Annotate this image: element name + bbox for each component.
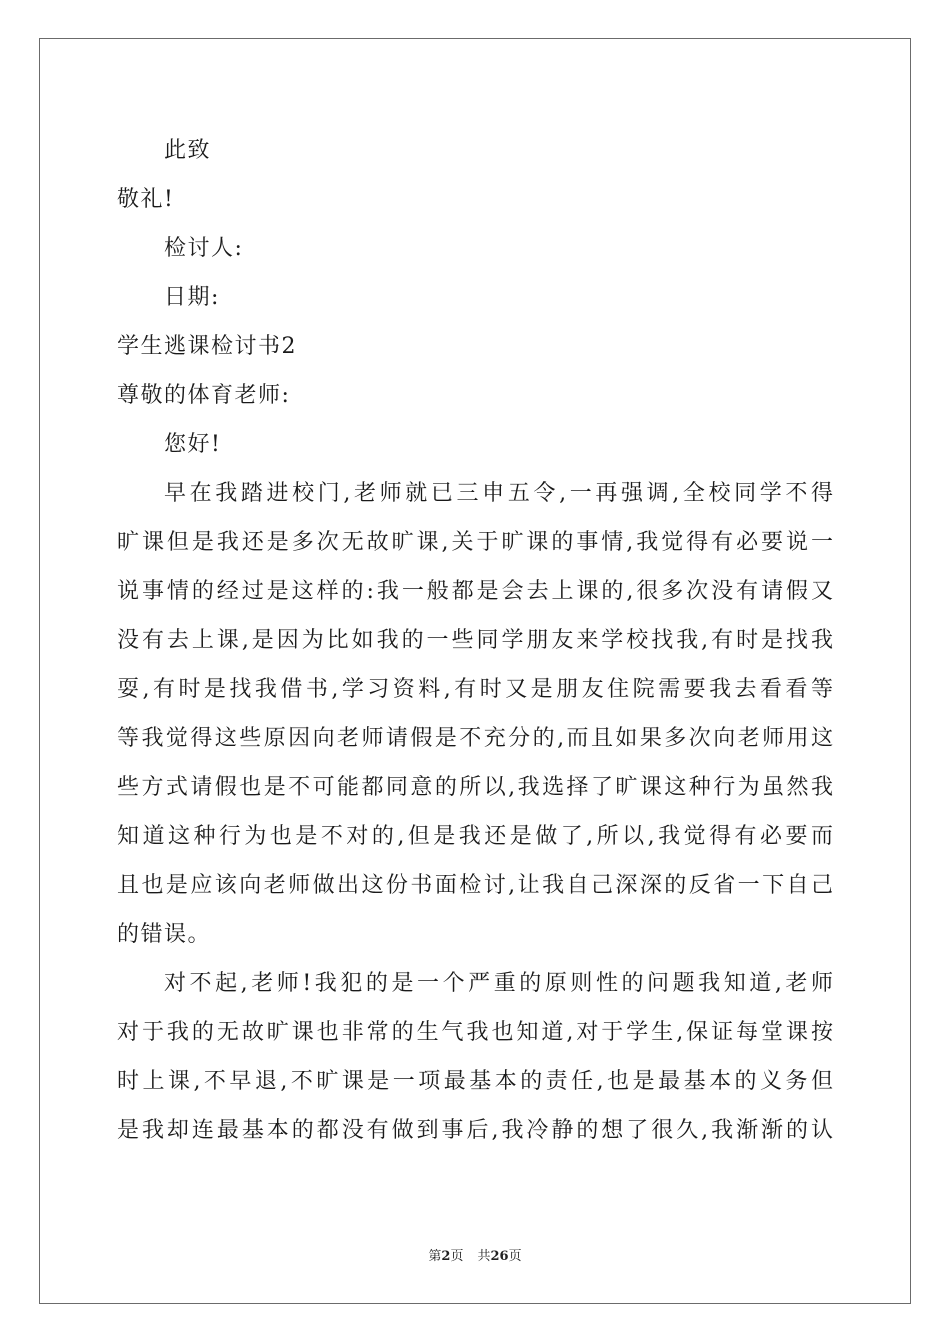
section-title: 学生逃课检讨书2: [117, 334, 297, 359]
total-suffix: 页: [508, 1249, 522, 1264]
paragraph-line: 对不起,老师!我犯的是一个严重的原则性的问题我知道,老师: [164, 971, 833, 996]
greeting-line: 您好!: [164, 432, 222, 457]
paragraph-line: 是我却连最基本的都没有做到事后,我冷静的想了很久,我渐渐的认: [117, 1118, 833, 1143]
paragraph-line: 时上课,不早退,不旷课是一项最基本的责任,也是最基本的义务但: [117, 1069, 833, 1094]
page-suffix: 页: [450, 1249, 464, 1264]
paragraph-line: 等我觉得这些原因向老师请假是不充分的,而且如果多次向老师用这: [117, 726, 833, 751]
paragraph-1: [117, 469, 833, 959]
paragraph-line: 且也是应该向老师做出这份书面检讨,让我自己深深的反省一下自己: [117, 873, 833, 898]
reviewer-label: 检讨人:: [164, 236, 244, 261]
closing-respect: 敬礼!: [117, 187, 175, 212]
paragraph-line: 知道这种行为也是不对的,但是我还是做了,所以,我觉得有必要而: [117, 824, 833, 849]
date-label: 日期:: [164, 285, 220, 310]
page-number: 2: [441, 1249, 451, 1264]
paragraph-line: 没有去上课,是因为比如我的一些同学朋友来学校找我,有时是找我: [117, 628, 833, 653]
paragraph-line: 对于我的无故旷课也非常的生气我也知道,对于学生,保证每堂课按: [117, 1020, 833, 1045]
closing-salutation: 此致: [164, 138, 212, 163]
paragraph-line: 说事情的经过是这样的:我一般都是会去上课的,很多次没有请假又: [117, 579, 833, 604]
paragraph-line: 早在我踏进校门,老师就已三申五令,一再强调,全校同学不得: [164, 481, 833, 506]
paragraph-line: 的错误。: [117, 922, 212, 947]
total-prefix: 共: [477, 1249, 491, 1264]
page-footer: [0, 1245, 950, 1264]
paragraph-2: [117, 959, 833, 1155]
paragraph-line: 些方式请假也是不可能都同意的所以,我选择了旷课这种行为虽然我: [117, 775, 833, 800]
paragraph-line: 旷课但是我还是多次无故旷课,关于旷课的事情,我觉得有必要说一: [117, 530, 833, 555]
page-prefix: 第: [428, 1249, 442, 1264]
document-body: [117, 126, 833, 1155]
total-pages: 26: [490, 1249, 509, 1264]
paragraph-line: 耍,有时是找我借书,学习资料,有时又是朋友住院需要我去看看等: [117, 677, 833, 702]
recipient-line: 尊敬的体育老师:: [117, 383, 291, 408]
